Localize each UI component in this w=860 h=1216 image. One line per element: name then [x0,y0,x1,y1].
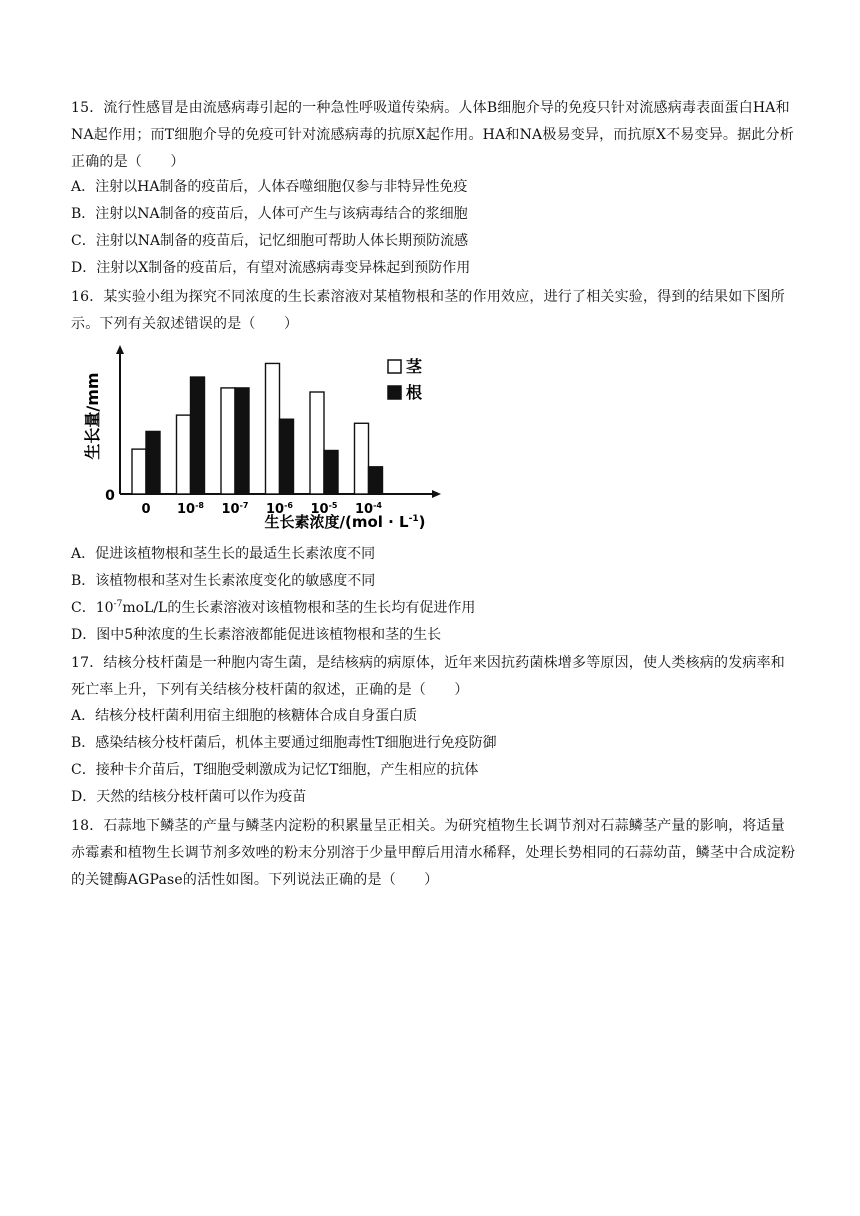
question-15-stem: 15．流行性感冒是由流感病毒引起的一种急性呼吸道传染病。人体B细胞介导的免疫只针对流感病毒表面蛋白HA和NA起作用；而T细胞介导的免疫可针对流感病毒的抗原X起作用。HA和NA极易变异，而抗原X不易变异。据此分析正确的是（ ） [71,100,794,170]
x-tick-label-4: $10^{-5}$ [310,501,338,517]
bar-root-0 [146,431,160,494]
bar-root-5 [369,467,383,494]
legend-swatch-stem [388,360,401,373]
legend-label-root: 根 [406,383,423,402]
question-17-option-b: B．感染结核分枝杆菌后，机体主要通过细胞毒性T细胞进行免疫防御 [71,735,497,751]
x-axis-arrow [432,490,441,498]
chart-legend [388,357,424,402]
question-15-option-d: D．注射以X制备的疫苗后，有望对流感病毒变异株起到预防作用 [71,260,471,276]
origin-label: 0 [105,488,115,504]
question-17-stem: 17．结核分枝杆菌是一种胞内寄生菌，是结核病的病原体，近年来因抗药菌株增多等原因，使人类核病的发病率和死亡率上升，下列有关结核分枝杆菌的叙述，正确的是（ ） [71,655,786,698]
x-axis-label-tail: ) [418,513,426,531]
bar-stem-4 [310,392,324,494]
question-18-stem: 18．石蒜地下鳞茎的产量与鳞茎内淀粉的积累量呈正相关。为研究植物生长调节剂对石蒜鳞茎产量的影响，将适量赤霉素和植物生长调节剂多效唑的粉末分别溶于少量甲醇后用清水稀释，处理长势相同的石蒜幼苗，鳞茎中合成淀粉的关键酶AGPase的活性如图。下列说法正确的是（ ） [71,818,796,888]
growth-chart-svg [70,336,450,536]
bar-root-2 [235,388,249,494]
x-tick-label-0: 0 [141,502,151,517]
growth-chart [70,336,450,536]
y-axis-arrow [116,345,124,354]
question-17-option-c: C．接种卡介苗后，T细胞受刺激成为记忆T细胞，产生相应的抗体 [71,762,479,778]
x-tick-label-5: $10^{-4}$ [355,501,382,517]
question-16-option-d: D．图中5种浓度的生长素溶液都能促进该植物根和茎的生长 [71,627,442,643]
legend-label-stem: 茎 [406,357,423,376]
bar-stem-3 [266,363,280,494]
bar-stem-0 [132,449,146,494]
bar-stem-2 [221,388,235,494]
x-tick-label-1: $10^{-8}$ [177,501,204,517]
question-15-option-a: A．注射以HA制备的疫苗后，人体吞噬细胞仅参与非特异性免疫 [71,179,468,195]
bar-stem-1 [177,415,191,494]
option-c-exponent: -7 [113,599,123,610]
legend-swatch-root [388,386,401,399]
x-tick-label-3: $10^{-6}$ [266,501,293,517]
question-16-option-b: B．该植物根和茎对生长素浓度变化的敏感度不同 [71,573,376,589]
x-axis-label-main: 生长素浓度/(mol · L [264,513,409,531]
question-17-option-d: D．天然的结核分枝杆菌可以作为疫苗 [71,789,307,805]
question-16-option-a: A．促进该植物根和茎生长的最适生长素浓度不同 [71,546,376,562]
question-16-stem: 16．某实验小组为探究不同浓度的生长素溶液对某植物根和茎的作用效应，进行了相关实验，得到的结果如下图所示。下列有关叙述错误的是（ ） [71,289,786,332]
x-axis-label-sup: -1 [408,514,419,524]
bar-root-1 [191,377,205,494]
question-16-option-c [71,597,796,619]
question-17-option-a: A．结核分枝杆菌利用宿主细胞的核糖体合成自身蛋白质 [71,708,418,724]
option-c-rest: moL/L的生长素溶液对该植物根和茎的生长均有促进作用 [122,600,476,616]
bar-root-4 [324,450,338,494]
x-axis-label [265,513,426,531]
chart-bars [132,363,383,494]
question-15-option-c: C．注射以NA制备的疫苗后，记忆细胞可帮助人体长期预防流感 [71,233,469,249]
question-15-option-b: B．注射以NA制备的疫苗后，人体可产生与该病毒结合的浆细胞 [71,206,468,222]
x-tick-label-2: $10^{-7}$ [221,501,249,517]
bar-stem-5 [355,423,369,494]
y-axis-label: 生长量/mm [83,372,102,460]
option-c-prefix: C．10 [71,600,114,616]
bar-root-3 [280,419,294,494]
